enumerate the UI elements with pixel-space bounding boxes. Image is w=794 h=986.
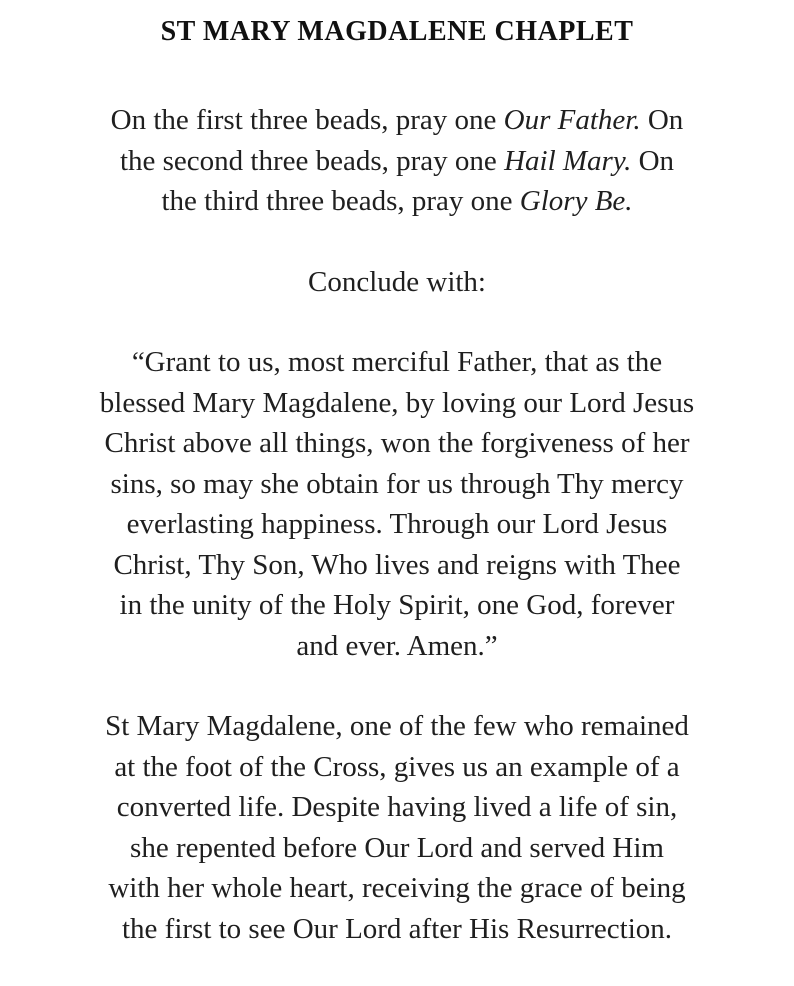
instructions-line-3 [40,181,754,222]
instructions-line-1 [40,100,754,141]
prayer-name-hail-mary: Hail Mary. [504,144,632,177]
prayer-line: sins, so may she obtain for us through Thy mercy [110,467,684,500]
about-line: with her whole heart, receiving the grace of being [108,872,686,904]
about-line: she repented before Our Lord and served Him [130,831,664,864]
page-title: ST MARY MAGDALENE CHAPLET [160,16,634,47]
instructions-paragraph [40,100,754,222]
about-line: converted life. Despite having lived a life of sin, [116,791,678,823]
prayer-line: “Grant to us, most merciful Father, that as the [131,346,663,378]
instructions-text: On the first three beads, pray one [110,104,504,136]
about-paragraph [40,706,754,949]
conclude-heading: Conclude with: [307,265,486,298]
prayer-name-our-father: Our Father. [503,104,641,136]
instructions-line-2 [40,141,754,182]
instructions-text: the second three beads, pray one [119,144,505,177]
instructions-text: the third three beads, pray one [161,185,520,217]
about-line: St Mary Magdalene, one of the few who remained [105,710,689,742]
about-line: at the foot of the Cross, gives us an example of a [114,750,680,783]
prayer-line: Christ, Thy Son, Who lives and reigns with Thee [113,548,681,581]
prayer-line: in the unity of the Holy Spirit, one God, forever [119,589,675,621]
prayer-line: and ever. Amen.” [296,629,498,662]
instructions-text: On [640,104,684,136]
prayer-line: everlasting happiness. Through our Lord Jesus [126,508,668,540]
prayer-name-glory-be: Glory Be. [519,185,633,217]
instructions-text: On [631,144,675,177]
about-line: the first to see Our Lord after His Resurrection. [121,912,673,945]
prayer-paragraph [40,342,754,666]
prayer-line: Christ above all things, won the forgiveness of her [104,427,690,459]
prayer-line: blessed Mary Magdalene, by loving our Lord Jesus [99,386,695,419]
